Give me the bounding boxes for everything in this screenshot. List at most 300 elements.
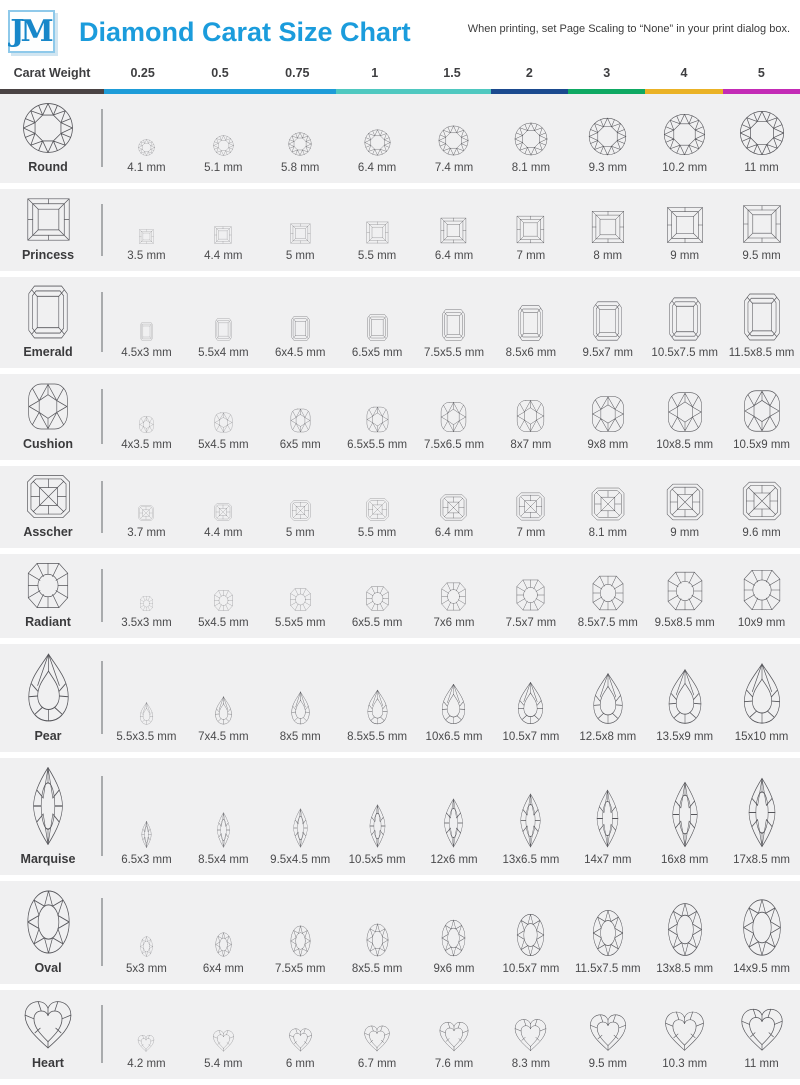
size-cell [416, 562, 493, 629]
size-label: 6.4 mm [434, 527, 474, 539]
size-cell [569, 652, 646, 743]
size-cell [185, 766, 262, 866]
size-cell [646, 998, 723, 1070]
size-cell [492, 998, 569, 1070]
marquise-icon [744, 777, 780, 848]
size-cell [723, 889, 800, 975]
asscher-icon [440, 494, 467, 521]
size-label: 10.3 mm [662, 1058, 708, 1070]
radiant-icon [592, 575, 624, 611]
size-cell [262, 562, 339, 629]
size-label: 6x5.5 mm [351, 617, 403, 629]
princess-icon [290, 223, 311, 244]
shape-row-oval [0, 881, 800, 984]
cushion-icon [440, 401, 467, 433]
size-label: 10.5x9 mm [733, 439, 790, 451]
size-label: 8.3 mm [511, 1058, 551, 1070]
size-cell [646, 652, 723, 743]
pear-icon [139, 702, 154, 725]
princess-icon [214, 226, 232, 244]
oval-icon [516, 913, 545, 957]
size-cell [262, 285, 339, 359]
shape-row-emerald [0, 277, 800, 368]
color-bar-segment-1 [104, 89, 181, 94]
size-cell [723, 998, 800, 1070]
size-label: 8.5x5.5 mm [347, 731, 408, 743]
shape-label: Oval [34, 961, 62, 975]
shape-label: Heart [32, 1056, 64, 1070]
emerald-icon [215, 318, 232, 341]
asscher-icon [516, 492, 545, 521]
round-icon [663, 113, 706, 156]
row-divider [101, 661, 103, 734]
size-label: 7x6 mm [433, 617, 475, 629]
size-cell [108, 285, 185, 359]
pear-icon [25, 652, 72, 723]
size-label: 10x9 mm [737, 617, 786, 629]
marquise-icon [367, 804, 388, 848]
round-icon [438, 125, 469, 156]
size-label: 8.5x7.5 mm [577, 617, 638, 629]
size-cell [492, 474, 569, 539]
size-label: 5x4.5 mm [198, 439, 249, 451]
size-cell [339, 102, 416, 174]
round-icon [213, 135, 234, 156]
size-cell [262, 102, 339, 174]
size-cell [416, 285, 493, 359]
color-bar-segment-7 [568, 89, 645, 94]
cushion-icon [290, 408, 311, 433]
carat-weight-header: Carat Weight [13, 66, 91, 80]
color-bar [0, 89, 800, 94]
size-cell [262, 474, 339, 539]
size-label: 8 mm [593, 250, 623, 262]
size-cell [492, 766, 569, 866]
round-icon [514, 122, 548, 156]
size-label: 9 mm [670, 250, 700, 262]
row-divider [101, 776, 103, 856]
pear-icon [591, 672, 625, 725]
size-cell [108, 197, 185, 262]
size-cell [646, 102, 723, 174]
row-divider [101, 569, 103, 623]
size-label: 6.5x5.5 mm [347, 439, 408, 451]
pear-icon [440, 683, 467, 725]
size-cell [108, 766, 185, 866]
oval-icon [366, 923, 389, 957]
size-cell [108, 102, 185, 174]
size-cell [646, 562, 723, 629]
size-cell [646, 474, 723, 539]
radiant-icon [214, 590, 233, 611]
size-label: 11.5x7.5 mm [574, 963, 641, 975]
emerald-icon [593, 301, 622, 341]
size-cell [185, 889, 262, 975]
size-label: 7.5x5.5 mm [423, 347, 485, 359]
emerald-icon [140, 322, 153, 341]
oval-icon [742, 898, 782, 957]
size-label: 10x6.5 mm [425, 731, 483, 743]
heart-icon [363, 1024, 391, 1052]
shape-label: Asscher [23, 525, 73, 539]
size-cell [416, 766, 493, 866]
emerald-icon [291, 316, 310, 341]
size-label: 5x3 mm [125, 963, 167, 975]
asscher-icon [138, 505, 154, 521]
size-label: 4.4 mm [204, 527, 243, 539]
size-label: 5x4.5 mm [198, 617, 249, 629]
color-bar-segment-2 [181, 89, 258, 94]
size-cell [185, 998, 262, 1070]
marquise-icon [28, 766, 68, 846]
heart-icon [22, 998, 74, 1050]
color-bar-segment-5 [413, 89, 490, 94]
size-label: 12x6 mm [430, 854, 478, 866]
marquise-icon [441, 798, 466, 848]
size-label: 4.1 mm [127, 162, 166, 174]
size-cell [492, 197, 569, 262]
radiant-icon [667, 571, 703, 611]
size-cell [723, 197, 800, 262]
size-cell [185, 285, 262, 359]
size-label: 17x8.5 mm [733, 854, 790, 866]
size-cell [492, 889, 569, 975]
size-cell [108, 382, 185, 451]
size-label: 7.6 mm [434, 1058, 474, 1070]
size-label: 5.5x4 mm [198, 347, 249, 359]
pear-icon [366, 689, 389, 725]
heart-icon [663, 1009, 706, 1052]
column-header-2: 2 [525, 66, 533, 80]
size-label: 13x8.5 mm [656, 963, 714, 975]
color-bar-segment-4 [336, 89, 413, 94]
size-cell [185, 382, 262, 451]
size-label: 9.6 mm [742, 527, 781, 539]
size-label: 7 mm [516, 527, 546, 539]
asscher-icon [742, 481, 782, 521]
round-icon [364, 129, 391, 156]
size-label: 11 mm [744, 162, 779, 174]
size-label: 5.5x5 mm [274, 617, 326, 629]
size-cell [339, 562, 416, 629]
size-cell [569, 998, 646, 1070]
shape-label: Cushion [23, 437, 73, 451]
size-cell [569, 766, 646, 866]
size-label: 8.5x4 mm [198, 854, 249, 866]
cushion-icon [366, 406, 389, 433]
size-label: 5 mm [285, 250, 315, 262]
shape-cell-round [0, 102, 96, 174]
size-label: 14x9.5 mm [733, 963, 790, 975]
print-note: When printing, set Page Scaling to “None” in your print dialog box. [467, 23, 790, 35]
size-cell [262, 998, 339, 1070]
column-header-3: 3 [603, 66, 611, 80]
column-header-0.75: 0.75 [285, 66, 310, 80]
size-cell [569, 102, 646, 174]
size-cell [416, 197, 493, 262]
size-cell [569, 382, 646, 451]
size-cell [416, 474, 493, 539]
shape-cell-princess [0, 197, 96, 262]
size-label: 6.7 mm [357, 1058, 397, 1070]
size-cell [108, 562, 185, 629]
round-icon [588, 117, 627, 156]
shape-cell-marquise [0, 766, 96, 866]
size-label: 10.2 mm [662, 162, 708, 174]
oval-icon [215, 932, 232, 957]
size-label: 8.1 mm [511, 162, 551, 174]
shape-cell-emerald [0, 285, 96, 359]
cushion-icon [214, 412, 233, 433]
size-cell [185, 102, 262, 174]
shape-row-asscher [0, 466, 800, 548]
shape-label: Marquise [20, 852, 76, 866]
size-label: 4x3.5 mm [121, 439, 172, 451]
size-cell [723, 474, 800, 539]
size-cell [262, 197, 339, 262]
size-label: 5.5x3.5 mm [116, 731, 177, 743]
oval-icon [140, 936, 153, 957]
size-label: 9.3 mm [588, 162, 627, 174]
jm-logo: JM [8, 10, 55, 53]
row-divider [101, 1005, 103, 1063]
page-title: Diamond Carat Size Chart [79, 17, 411, 47]
size-label: 5.8 mm [281, 162, 320, 174]
size-label: 7.5x7 mm [505, 617, 557, 629]
size-cell [723, 285, 800, 359]
shape-label: Princess [21, 248, 75, 262]
size-cell [492, 382, 569, 451]
size-label: 14x7 mm [584, 854, 632, 866]
shape-row-cushion [0, 374, 800, 460]
size-cell [262, 652, 339, 743]
shape-label: Round [28, 160, 68, 174]
radiant-icon [290, 588, 311, 611]
radiant-icon [140, 596, 153, 611]
asscher-icon [26, 474, 71, 519]
size-cell [646, 197, 723, 262]
size-label: 10.5x7.5 mm [651, 347, 718, 359]
radiant-icon [366, 586, 389, 611]
size-label: 13x6.5 mm [502, 854, 560, 866]
oval-icon [592, 909, 624, 957]
size-label: 6x4 mm [202, 963, 244, 975]
emerald-icon [518, 305, 543, 341]
size-label: 6x4.5 mm [274, 347, 326, 359]
size-label: 3.5x3 mm [121, 617, 172, 629]
size-cell [339, 889, 416, 975]
size-label: 7 mm [516, 250, 546, 262]
size-label: 16x8 mm [661, 854, 709, 866]
size-cell [339, 474, 416, 539]
heart-icon [288, 1027, 313, 1052]
size-label: 8x5 mm [279, 731, 321, 743]
shape-label: Radiant [25, 615, 71, 629]
color-bar-segment-9 [723, 89, 800, 94]
emerald-icon [442, 309, 465, 341]
shape-label: Emerald [23, 345, 73, 359]
column-header-1.5: 1.5 [443, 66, 461, 80]
size-label: 11 mm [744, 1058, 779, 1070]
round-icon [288, 132, 312, 156]
size-cell [492, 285, 569, 359]
size-cell [569, 197, 646, 262]
size-label: 5.5 mm [357, 527, 397, 539]
size-cell [262, 382, 339, 451]
row-divider [101, 109, 103, 167]
heart-icon [588, 1012, 628, 1052]
pear-icon [214, 696, 233, 725]
size-cell [646, 285, 723, 359]
heart-icon [212, 1029, 235, 1052]
round-icon [138, 139, 155, 156]
size-label: 9.5x7 mm [582, 347, 634, 359]
size-label: 8x7 mm [510, 439, 552, 451]
shape-row-pear [0, 644, 800, 752]
size-label: 9 mm [670, 527, 700, 539]
oval-icon [26, 889, 71, 955]
size-label: 9x8 mm [587, 439, 629, 451]
size-cell [108, 998, 185, 1070]
size-label: 7x4.5 mm [198, 731, 249, 743]
color-bar-segment-0 [0, 89, 104, 94]
size-cell [339, 766, 416, 866]
size-cell [185, 197, 262, 262]
shape-cell-heart [0, 998, 96, 1070]
size-label: 9.5 mm [588, 1058, 627, 1070]
size-label: 9.5 mm [742, 250, 781, 262]
size-label: 15x10 mm [734, 731, 789, 743]
size-label: 5 mm [285, 527, 315, 539]
size-cell [339, 285, 416, 359]
size-cell [339, 197, 416, 262]
size-cell [569, 889, 646, 975]
size-cell [492, 562, 569, 629]
size-cell [339, 998, 416, 1070]
size-cell [262, 889, 339, 975]
emerald-icon [367, 314, 388, 341]
round-icon [22, 102, 74, 154]
cushion-icon [591, 395, 625, 433]
size-label: 9.5x4.5 mm [270, 854, 331, 866]
emerald-icon [669, 297, 701, 341]
size-cell [108, 889, 185, 975]
size-label: 10.5x7 mm [502, 963, 560, 975]
shape-row-marquise [0, 758, 800, 875]
round-icon [739, 110, 785, 156]
marquise-icon [291, 808, 310, 848]
shape-row-round [0, 94, 800, 183]
pear-icon [290, 691, 311, 725]
size-cell [339, 652, 416, 743]
shape-row-heart [0, 990, 800, 1079]
heart-icon [513, 1017, 548, 1052]
shape-cell-radiant [0, 562, 96, 629]
color-bar-segment-3 [259, 89, 336, 94]
size-label: 7.5x6.5 mm [423, 439, 485, 451]
column-header-0.25: 0.25 [130, 66, 155, 80]
row-divider [101, 292, 103, 351]
shape-cell-asscher [0, 474, 96, 539]
princess-icon [666, 206, 704, 244]
size-label: 13.5x9 mm [656, 731, 714, 743]
size-cell [416, 102, 493, 174]
size-cell [108, 652, 185, 743]
pear-icon [666, 668, 704, 725]
size-cell [646, 382, 723, 451]
size-cell [416, 652, 493, 743]
size-cell [416, 998, 493, 1070]
marquise-icon [517, 793, 544, 848]
size-cell [262, 766, 339, 866]
row-divider [101, 481, 103, 533]
shape-cell-cushion [0, 382, 96, 451]
oval-icon [667, 902, 703, 957]
size-label: 9x6 mm [433, 963, 475, 975]
size-cell [723, 652, 800, 743]
emerald-icon [28, 285, 68, 339]
princess-icon [366, 221, 389, 244]
princess-icon [26, 197, 71, 242]
row-divider [101, 389, 103, 444]
radiant-icon [516, 579, 545, 611]
size-cell [569, 562, 646, 629]
asscher-icon [666, 483, 704, 521]
size-label: 3.5 mm [127, 250, 166, 262]
size-label: 6x5 mm [279, 439, 321, 451]
column-header-0.5: 0.5 [211, 66, 229, 80]
size-label: 10.5x5 mm [348, 854, 406, 866]
row-divider [101, 204, 103, 256]
asscher-icon [214, 503, 232, 521]
oval-icon [441, 919, 466, 957]
size-label: 11.5x8.5 mm [728, 347, 795, 359]
size-cell [185, 652, 262, 743]
radiant-icon [743, 569, 781, 611]
radiant-icon [27, 562, 69, 609]
shape-row-radiant [0, 554, 800, 638]
marquise-icon [215, 812, 232, 848]
heart-icon [739, 1006, 785, 1052]
size-cell [569, 474, 646, 539]
size-label: 9.5x8.5 mm [654, 617, 715, 629]
asscher-icon [591, 487, 625, 521]
pear-icon [516, 681, 545, 725]
size-cell [723, 562, 800, 629]
marquise-icon [668, 781, 702, 848]
size-label: 12.5x8 mm [579, 731, 637, 743]
heart-icon [137, 1034, 155, 1052]
emerald-icon [744, 293, 780, 341]
heart-icon [438, 1020, 470, 1052]
radiant-icon [441, 582, 466, 611]
cushion-icon [139, 416, 154, 433]
size-cell [646, 889, 723, 975]
princess-icon [591, 210, 625, 244]
size-label: 4.4 mm [204, 250, 243, 262]
marquise-icon [140, 821, 153, 848]
size-label: 8.1 mm [588, 527, 627, 539]
size-label: 10x8.5 mm [656, 439, 714, 451]
size-table [0, 94, 800, 1079]
size-cell [723, 102, 800, 174]
size-cell [108, 474, 185, 539]
size-label: 7.5x5 mm [274, 963, 326, 975]
size-cell [646, 766, 723, 866]
column-header-row [0, 57, 800, 89]
size-cell [339, 382, 416, 451]
column-header-1: 1 [371, 66, 379, 80]
